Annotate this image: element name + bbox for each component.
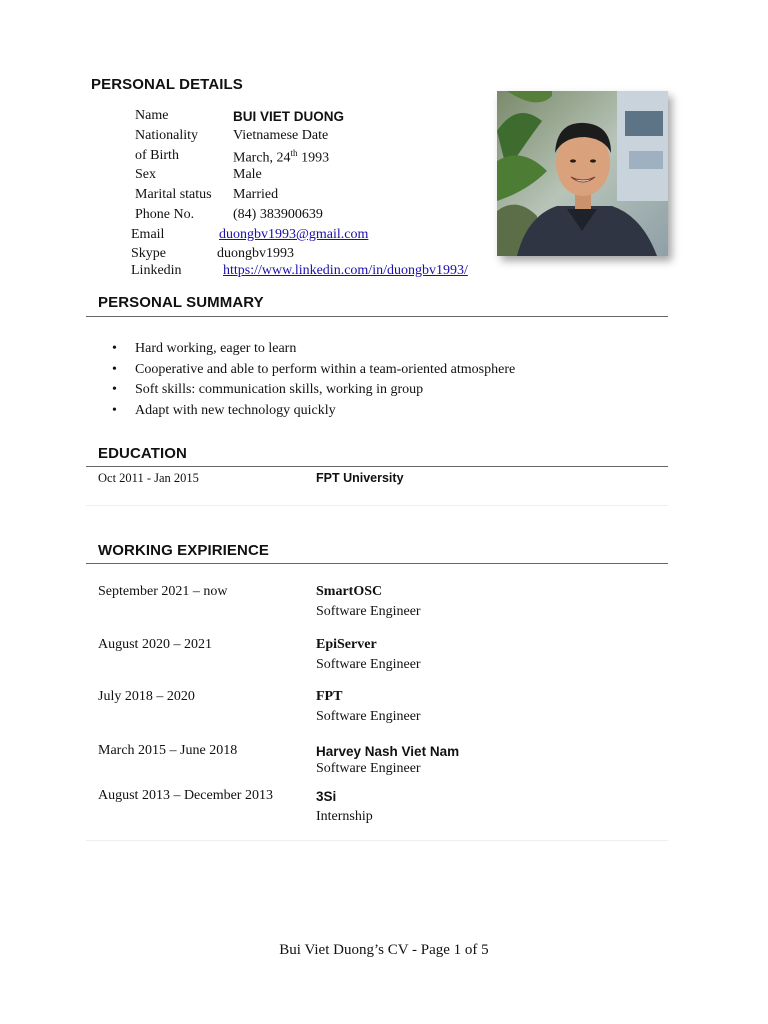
experience-bottom-divider: [86, 840, 668, 841]
education-date: Oct 2011 - Jan 2015: [98, 471, 199, 485]
nationality-value: Vietnamese Date: [233, 128, 329, 143]
personal-details-heading: PERSONAL DETAILS: [91, 76, 243, 93]
working-experience-heading: WORKING EXPIRIENCE: [98, 542, 269, 559]
marital-status-value: Married: [233, 187, 279, 202]
summary-divider: [86, 316, 668, 317]
nationality-label: Nationality: [135, 128, 198, 143]
job-role: Internship: [316, 809, 373, 824]
job-role: Software Engineer: [316, 709, 421, 724]
education-bottom-divider: [86, 505, 668, 506]
summary-item-text: Cooperative and able to perform within a team-oriented atmosphere: [135, 361, 516, 377]
bullet-icon: •: [112, 403, 117, 419]
summary-item-text: Hard working, eager to learn: [135, 341, 297, 356]
list-item: [112, 360, 515, 381]
job-date: July 2018 – 2020: [98, 689, 195, 704]
summary-item-text: Adapt with new technology quickly: [135, 403, 336, 419]
job-company: Harvey Nash Viet Nam: [316, 744, 460, 759]
education-school: FPT University: [316, 471, 404, 485]
profile-photo: [497, 91, 668, 256]
job-date: September 2021 – now: [98, 584, 228, 599]
personal-summary-heading: PERSONAL SUMMARY: [98, 294, 264, 311]
marital-status-label: Marital status: [135, 187, 212, 202]
sex-label: Sex: [135, 167, 156, 182]
job-role: Software Engineer: [316, 604, 421, 619]
job-role: Software Engineer: [316, 657, 421, 672]
linkedin-link[interactable]: https://www.linkedin.com/in/duongbv1993/: [223, 263, 468, 278]
experience-divider: [86, 563, 668, 564]
bullet-icon: •: [112, 341, 117, 356]
linkedin-label: Linkedin: [131, 263, 182, 278]
job-company: SmartOSC: [316, 584, 383, 599]
job-company: 3Si: [316, 789, 337, 804]
job-company: FPT: [316, 689, 343, 704]
email-link[interactable]: duongbv1993@gmail.com: [219, 227, 369, 242]
education-heading: EDUCATION: [98, 445, 187, 462]
dob-year: 1993: [297, 150, 330, 166]
summary-item-text: Soft skills: communication skills, working in group: [135, 382, 424, 398]
name-label: Name: [135, 108, 169, 123]
job-date: March 2015 – June 2018: [98, 743, 238, 758]
job-date: August 2020 – 2021: [98, 637, 212, 652]
job-date: August 2013 – December 2013: [98, 788, 273, 803]
profile-photo-illustration: [497, 91, 668, 256]
bullet-icon: •: [112, 382, 117, 398]
dob-value: [233, 148, 329, 167]
dob-label: of Birth: [135, 148, 179, 163]
sex-value: Male: [233, 167, 262, 182]
job-company: EpiServer: [316, 637, 377, 652]
list-item: [112, 380, 515, 401]
email-label: Email: [131, 227, 165, 242]
education-divider: [86, 466, 668, 467]
phone-label: Phone No.: [135, 207, 195, 222]
dob-day: March, 24: [233, 150, 291, 166]
name-value: BUI VIET DUONG: [233, 109, 345, 124]
page-footer: Bui Viet Duong’s CV - Page 1 of 5: [279, 942, 489, 958]
bullet-icon: •: [112, 361, 117, 377]
skype-value: duongbv1993: [217, 246, 294, 261]
list-item: [112, 339, 515, 360]
list-item: [112, 401, 515, 422]
skype-label: Skype: [131, 246, 166, 261]
summary-list: [112, 339, 515, 422]
dob-suffix: th: [290, 148, 298, 158]
job-role: Software Engineer: [316, 761, 421, 776]
phone-value: (84) 383900639: [233, 207, 323, 222]
